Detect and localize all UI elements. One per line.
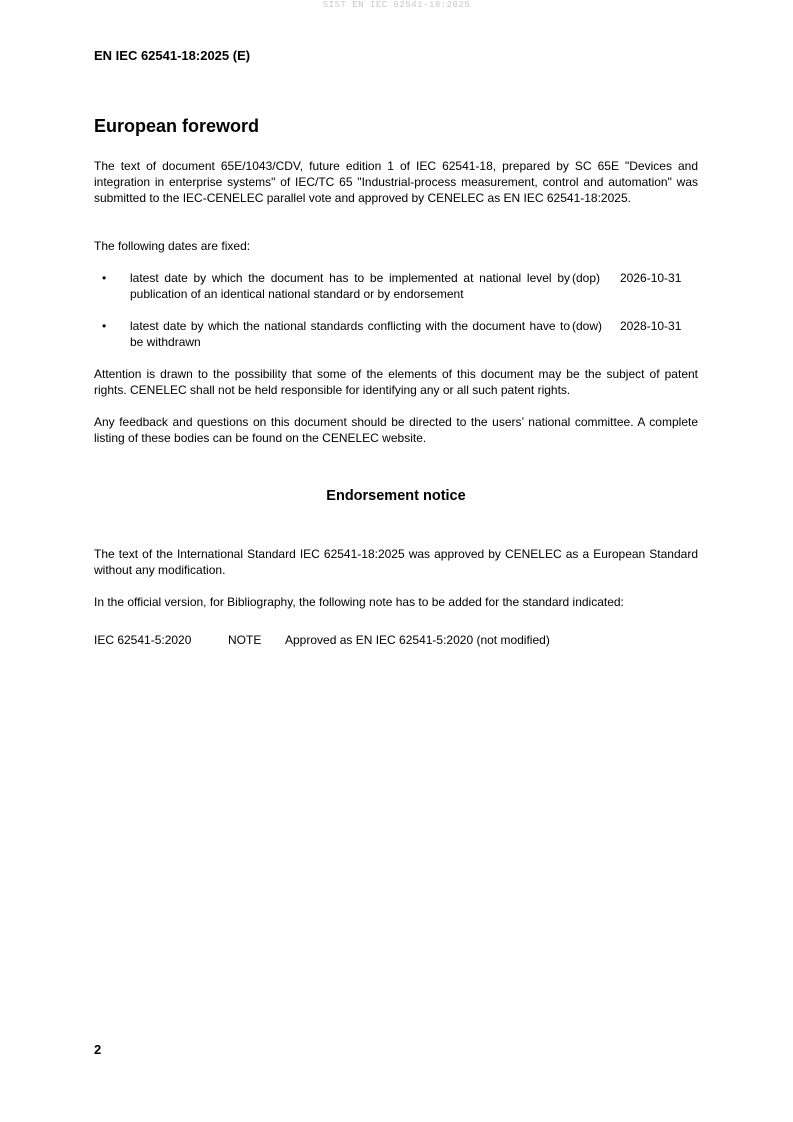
endorsement-title: Endorsement notice	[326, 488, 466, 504]
endorsement-paragraph: The text of the International Standard IEC 62541-18:2025 was approved by CENELEC as a European Standard without any modification.	[94, 547, 698, 577]
foreword-title: European foreword	[94, 116, 260, 136]
date-item-date: 2026-10-31	[620, 271, 682, 285]
date-item-code: (dow)	[572, 319, 603, 333]
date-item-date: 2028-10-31	[620, 319, 682, 333]
date-item-code: (dop)	[572, 271, 601, 285]
bibliography-note	[94, 632, 698, 648]
patent-attention-paragraph: Attention is drawn to the possibility that some of the elements of this document may be the subject of patent rights. CENELEC shall not be held responsible for identifying any or all such patent rights.	[94, 367, 698, 397]
bullet-marker: •	[102, 319, 107, 333]
date-item-text: latest date by which the national standards conflicting with the document have to be withdrawn	[130, 319, 570, 349]
bullet-marker: •	[102, 271, 107, 285]
note-standard: IEC 62541-5:2020	[94, 633, 192, 647]
note-label: NOTE	[228, 633, 262, 647]
document-id-header: EN IEC 62541-18:2025 (E)	[94, 48, 251, 63]
date-item-dow	[94, 318, 698, 358]
foreword-paragraph: The text of document 65E/1043/CDV, future edition 1 of IEC 62541-18, prepared by SC 65E "Devices and integration in enterprise systems" of IEC/TC 65 "Industrial-process measurement, control and automation" was submitted to the IEC-CENELEC parallel vote and approved by CENELEC as EN IEC 62541-18:2025.	[94, 159, 698, 205]
page-number: 2	[94, 1042, 102, 1057]
bibliography-instruction: In the official version, for Bibliography, the following note has to be added for the standard indicated:	[94, 595, 624, 609]
date-item-text: latest date by which the document has to be implemented at national level by publication of an identical national standard or by endorsement	[130, 271, 570, 301]
watermark: SIST EN IEC 62541-18:2025	[322, 0, 471, 10]
feedback-paragraph: Any feedback and questions on this document should be directed to the users’ national committee. A complete listing of these bodies can be found on the CENELEC website.	[94, 415, 698, 445]
note-text: Approved as EN IEC 62541-5:2020 (not modified)	[285, 633, 550, 647]
dates-intro: The following dates are fixed:	[94, 239, 251, 253]
date-item-dop	[94, 270, 698, 310]
